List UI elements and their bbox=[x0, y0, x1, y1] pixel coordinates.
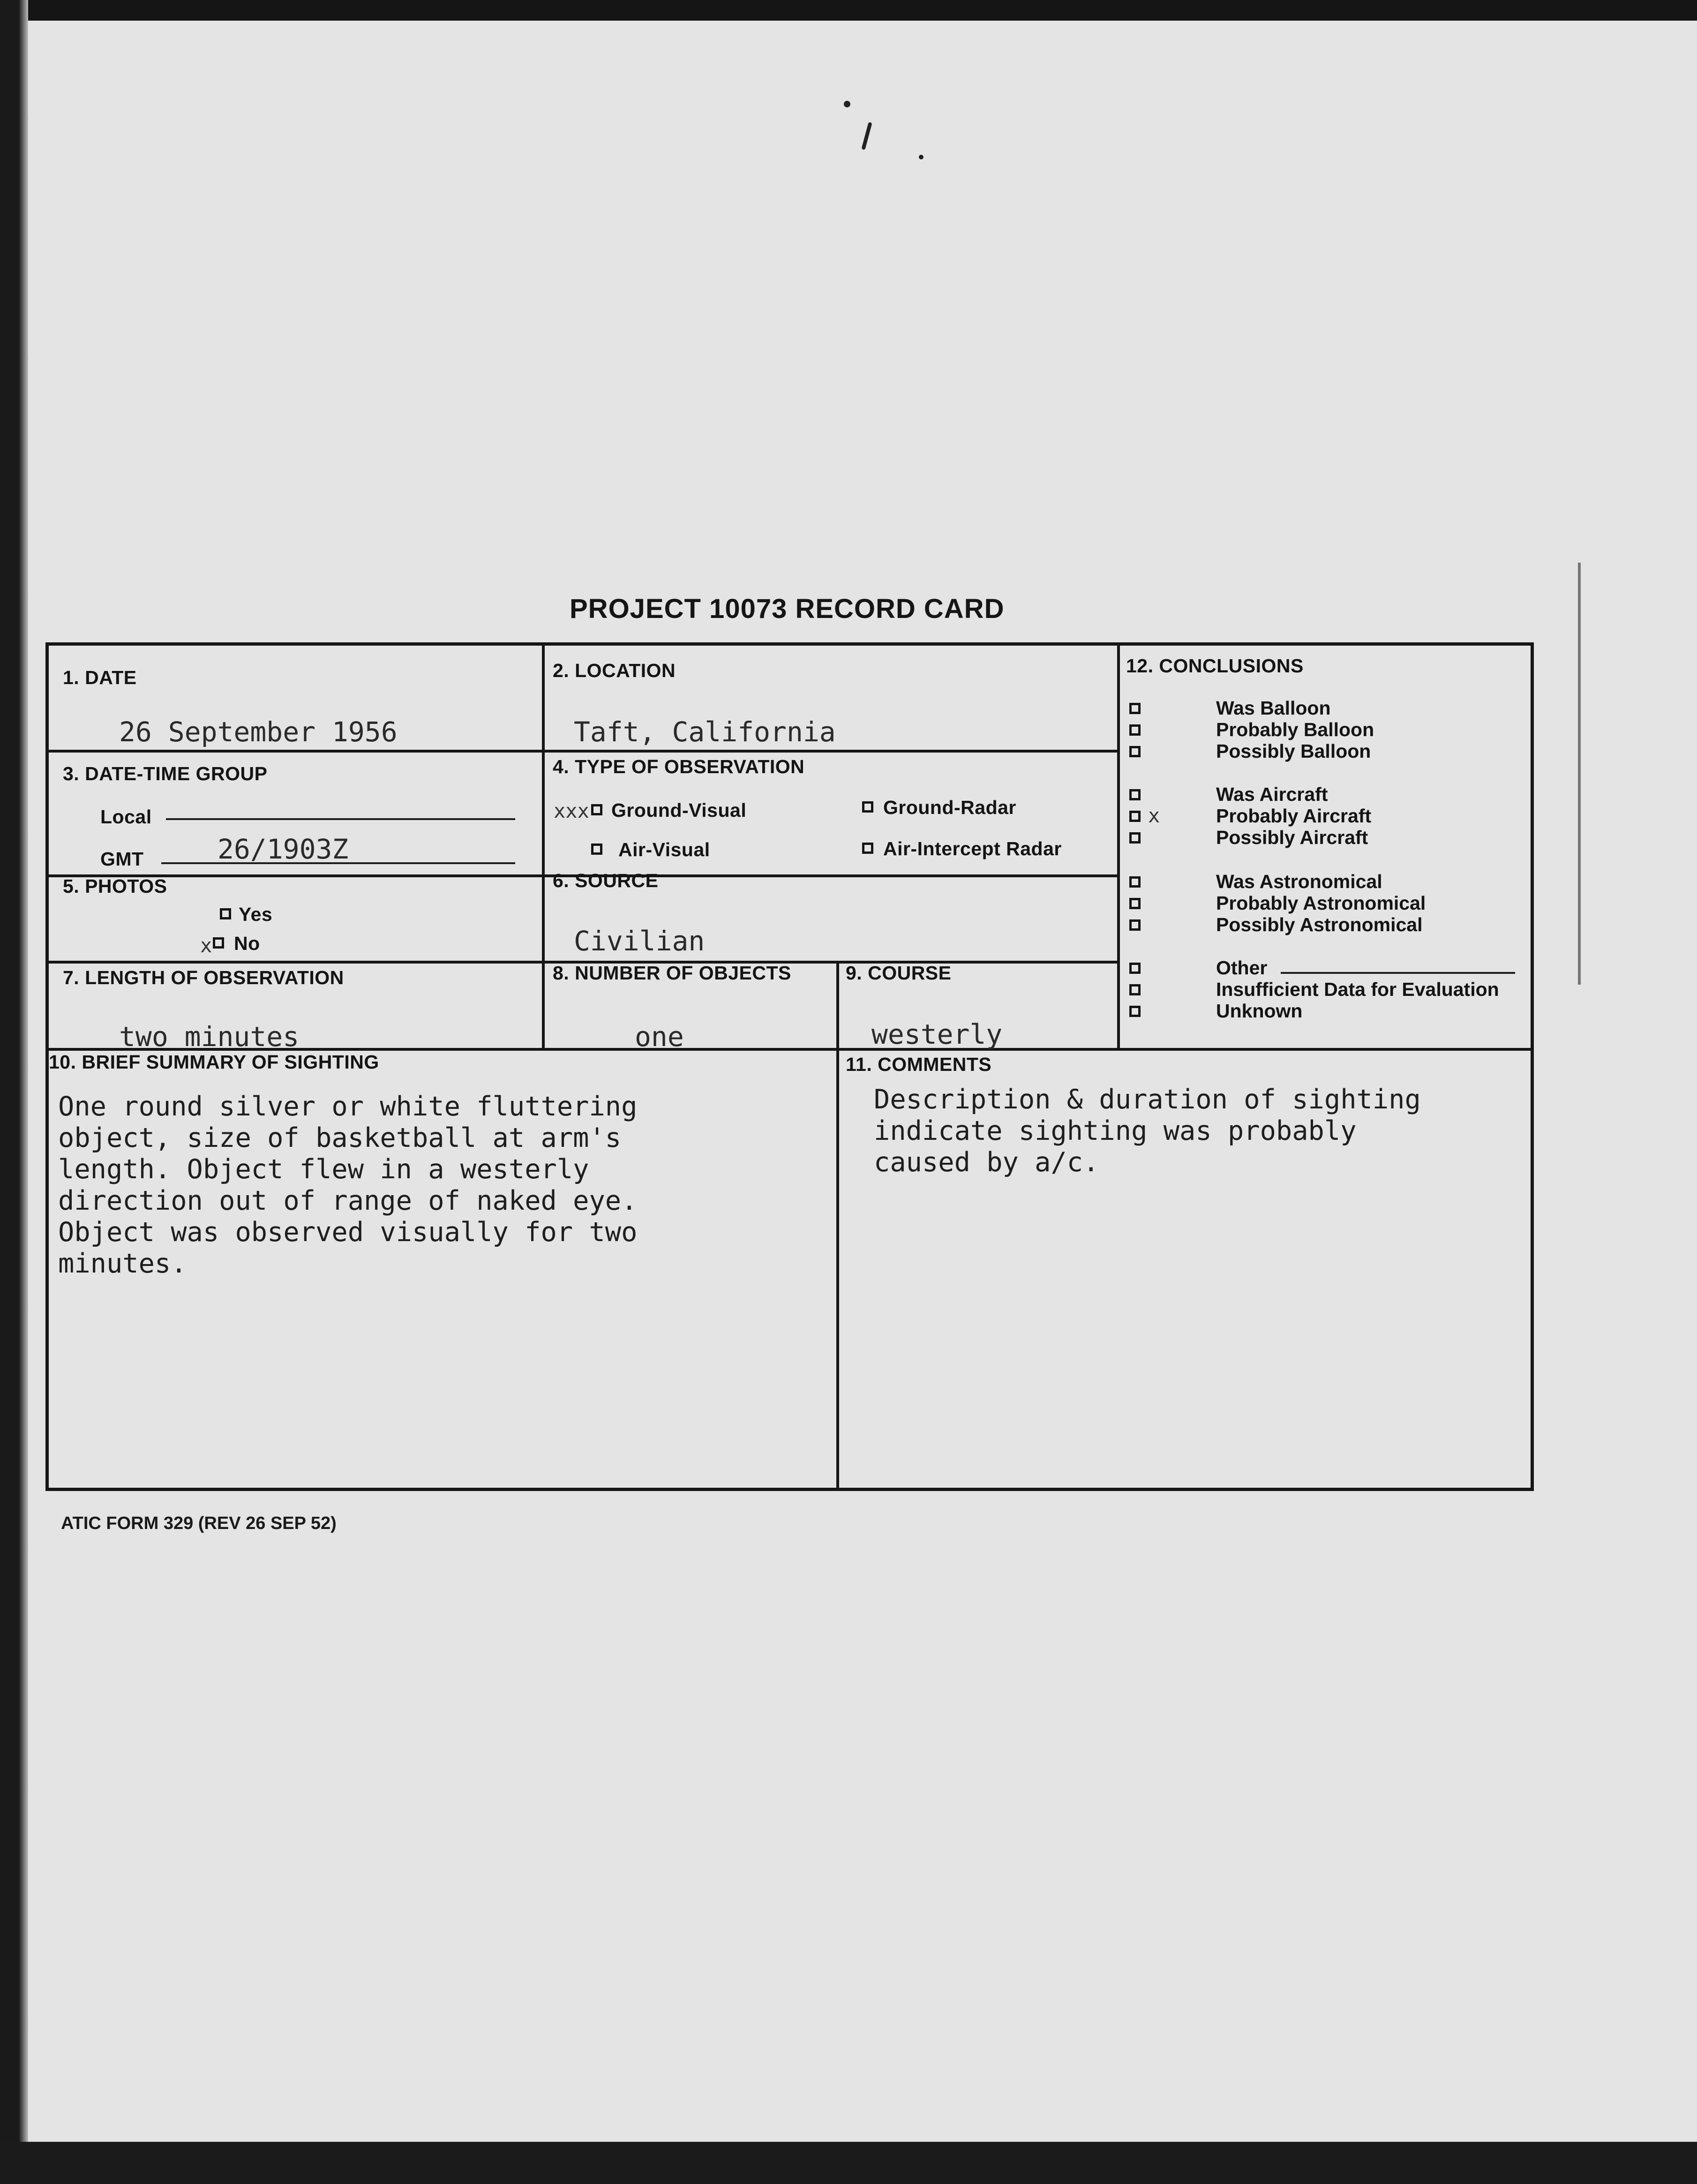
photos-no-mark: x bbox=[200, 934, 212, 957]
divider bbox=[49, 750, 1119, 753]
local-label: Local bbox=[100, 806, 152, 828]
gmt-value: 26/1903Z bbox=[218, 833, 349, 865]
air-intercept-radar-checkbox[interactable] bbox=[862, 843, 873, 854]
scan-speck bbox=[919, 155, 924, 159]
summary-line: minutes. bbox=[58, 1248, 187, 1279]
air-visual-checkbox[interactable] bbox=[591, 843, 602, 855]
conclusion-checkbox[interactable] bbox=[1129, 876, 1141, 888]
ground-radar-label: Ground-Radar bbox=[883, 797, 1016, 818]
number-of-objects-label: 8. NUMBER OF OBJECTS bbox=[553, 962, 791, 984]
divider bbox=[542, 646, 545, 1051]
conclusion-checkbox[interactable] bbox=[1129, 984, 1141, 995]
date-time-group-label: 3. DATE-TIME GROUP bbox=[63, 763, 268, 784]
date-value: 26 September 1956 bbox=[119, 716, 398, 748]
conclusion-checked-mark: x bbox=[1148, 804, 1160, 827]
conclusion-insufficient-data: Insufficient Data for Evaluation bbox=[1216, 979, 1499, 1000]
ground-radar-checkbox[interactable] bbox=[862, 801, 873, 813]
air-intercept-radar-label: Air-Intercept Radar bbox=[883, 838, 1062, 859]
length-of-observation-label: 7. LENGTH OF OBSERVATION bbox=[63, 967, 344, 988]
ground-visual-label: Ground-Visual bbox=[611, 799, 747, 821]
photos-label: 5. PHOTOS bbox=[63, 875, 167, 897]
type-of-observation-label: 4. TYPE OF OBSERVATION bbox=[553, 756, 805, 777]
comments-line: indicate sighting was probably bbox=[874, 1115, 1357, 1146]
photos-no-checkbox[interactable] bbox=[213, 937, 224, 949]
conclusion-was-aircraft: Was Aircraft bbox=[1216, 783, 1328, 805]
summary-line: Object was observed visually for two bbox=[58, 1217, 638, 1248]
course-label: 9. COURSE bbox=[846, 962, 952, 984]
conclusions-label: 12. CONCLUSIONS bbox=[1126, 655, 1304, 677]
date-label: 1. DATE bbox=[63, 667, 137, 688]
comments-label: 11. COMMENTS bbox=[846, 1054, 992, 1075]
photos-yes-checkbox[interactable] bbox=[220, 908, 231, 919]
conclusion-checkbox[interactable] bbox=[1129, 898, 1141, 909]
conclusion-unknown: Unknown bbox=[1216, 1000, 1303, 1022]
conclusion-was-astronomical: Was Astronomical bbox=[1216, 871, 1382, 892]
conclusion-other: Other bbox=[1216, 957, 1268, 979]
conclusion-checkbox[interactable] bbox=[1129, 789, 1141, 800]
scan-border-top bbox=[0, 0, 1697, 21]
scan-border-bottom bbox=[0, 2142, 1697, 2184]
divider bbox=[1117, 646, 1120, 1051]
conclusion-checkbox[interactable] bbox=[1129, 1006, 1141, 1017]
scan-edge-line bbox=[1578, 563, 1581, 985]
summary-label: 10. BRIEF SUMMARY OF SIGHTING bbox=[49, 1051, 379, 1073]
conclusion-probably-astronomical: Probably Astronomical bbox=[1216, 892, 1426, 914]
conclusion-possibly-aircraft: Possibly Aircraft bbox=[1216, 827, 1368, 848]
card-title: PROJECT 10073 RECORD CARD bbox=[570, 594, 1005, 624]
course-value: westerly bbox=[871, 1018, 1003, 1050]
conclusion-probably-aircraft: Probably Aircraft bbox=[1216, 805, 1372, 827]
conclusion-checkbox[interactable] bbox=[1129, 919, 1141, 931]
other-underline bbox=[1281, 972, 1515, 974]
location-label: 2. LOCATION bbox=[553, 660, 676, 681]
summary-line: One round silver or white fluttering bbox=[58, 1091, 638, 1122]
photos-no-label: No bbox=[234, 933, 260, 954]
conclusion-probably-balloon: Probably Balloon bbox=[1216, 719, 1374, 740]
summary-text bbox=[58, 1091, 637, 1280]
record-card bbox=[45, 642, 1534, 1491]
conclusion-possibly-astronomical: Possibly Astronomical bbox=[1216, 914, 1423, 935]
conclusion-checkbox[interactable] bbox=[1129, 703, 1141, 714]
length-of-observation-value: two minutes bbox=[119, 1021, 300, 1053]
local-underline bbox=[166, 818, 515, 820]
ground-visual-mark: xxx bbox=[554, 799, 589, 822]
scan-border-left bbox=[0, 0, 28, 2184]
form-footer: ATIC FORM 329 (REV 26 SEP 52) bbox=[61, 1514, 337, 1533]
gmt-label: GMT bbox=[100, 848, 144, 870]
location-value: Taft, California bbox=[574, 716, 836, 748]
comments-line: Description & duration of sighting bbox=[874, 1084, 1421, 1115]
number-of-objects-value: one bbox=[635, 1021, 684, 1053]
scan-speck bbox=[844, 101, 850, 107]
summary-line: length. Object flew in a westerly bbox=[58, 1154, 589, 1185]
conclusion-was-balloon: Was Balloon bbox=[1216, 697, 1331, 719]
ground-visual-checkbox[interactable] bbox=[591, 804, 602, 815]
comments-line: caused by a/c. bbox=[874, 1147, 1099, 1178]
air-visual-label: Air-Visual bbox=[618, 839, 710, 860]
conclusion-possibly-balloon: Possibly Balloon bbox=[1216, 740, 1371, 762]
conclusion-checkbox[interactable] bbox=[1129, 963, 1141, 974]
conclusion-checkbox[interactable] bbox=[1129, 724, 1141, 736]
scan-speck bbox=[861, 122, 872, 150]
conclusion-checkbox-checked[interactable] bbox=[1129, 811, 1141, 822]
source-label: 6. SOURCE bbox=[553, 870, 659, 891]
divider bbox=[836, 964, 839, 1490]
conclusion-checkbox[interactable] bbox=[1129, 746, 1141, 757]
comments-text bbox=[874, 1084, 1421, 1178]
summary-line: direction out of range of naked eye. bbox=[58, 1185, 638, 1216]
source-value: Civilian bbox=[574, 925, 705, 957]
conclusion-checkbox[interactable] bbox=[1129, 832, 1141, 843]
photos-yes-label: Yes bbox=[239, 904, 273, 925]
summary-line: object, size of basketball at arm's bbox=[58, 1122, 622, 1153]
